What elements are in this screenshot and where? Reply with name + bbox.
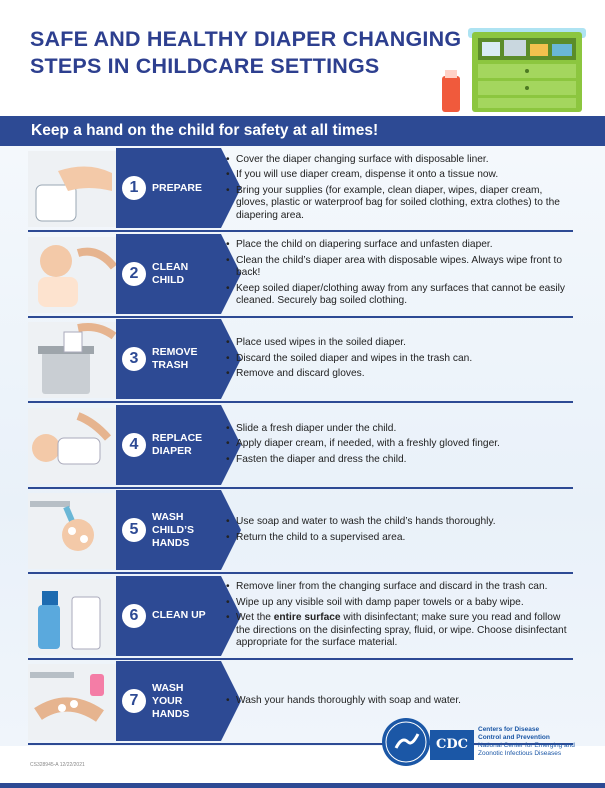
- instruction-item: • Bring your supplies (for example, clean diaper, wipes, diaper cream, gloves, plastic or waterproof bag for soiled clothing, extra clothes) to the diapering area.: [226, 185, 576, 223]
- changing-table-illustration: [438, 4, 590, 116]
- step-divider: [28, 487, 573, 489]
- step-row: [28, 148, 573, 228]
- instruction-item: • Clean the child’s diaper area with disposable wipes. Always wipe front to back!: [226, 255, 576, 280]
- document-code: CS328945-A 12/22/2021: [30, 762, 85, 768]
- step-divider: [28, 316, 573, 318]
- instruction-item: • Slide a fresh diaper under the child.: [226, 423, 576, 436]
- step-number: 1: [122, 176, 146, 200]
- adult-handwash-icon: [28, 664, 116, 740]
- step-instructions: [226, 319, 576, 399]
- instruction-item: • Wash your hands thoroughly with soap and water.: [226, 695, 576, 708]
- step-instructions: [226, 234, 576, 314]
- step-row: [28, 405, 573, 485]
- step-row: [28, 490, 573, 570]
- fresh-diaper-icon: [28, 408, 116, 484]
- step-instructions: [226, 490, 576, 570]
- step-chevron: [116, 319, 241, 399]
- step-number: 3: [122, 347, 146, 371]
- step-row: [28, 234, 573, 314]
- step-divider: [28, 572, 573, 574]
- step-instructions: [226, 148, 576, 228]
- step-chevron: [116, 576, 241, 656]
- step-instructions: [226, 576, 576, 656]
- instruction-item: • Discard the soiled diaper and wipes in the trash can.: [226, 353, 576, 366]
- step-label: PREPARE: [152, 181, 202, 194]
- step-number: 2: [122, 262, 146, 286]
- step-divider: [28, 658, 573, 660]
- cdc-logo: CDC: [430, 730, 474, 760]
- diaper-hand-icon: [28, 151, 116, 227]
- center-line-1: National Center for Emerging and: [478, 742, 575, 749]
- cdc-logo-block: [382, 718, 592, 770]
- step-number: 6: [122, 604, 146, 628]
- safety-banner: Keep a hand on the child for safety at all times!: [0, 116, 605, 146]
- step-label: WASH YOUR HANDS: [152, 681, 190, 720]
- instruction-text: with disinfectant; make sure you read and follow the directions on the disinfecting spray, fluid, or wipe. Choose disinfectant appropriate for the surface material.: [236, 612, 567, 649]
- instruction-item: [226, 612, 576, 650]
- instruction-item: • Fasten the diaper and dress the child.: [226, 454, 576, 467]
- step-chevron: [116, 405, 241, 485]
- instruction-item: • If you will use diaper cream, dispense it onto a tissue now.: [226, 169, 576, 182]
- instruction-item: • Apply diaper cream, if needed, with a freshly gloved finger.: [226, 438, 576, 451]
- step-divider: [28, 401, 573, 403]
- page-title: SAFE AND HEALTHY DIAPER CHANGING STEPS IN CHILDCARE SETTINGS: [30, 27, 462, 78]
- step-label: CLEAN UP: [152, 609, 206, 621]
- spray-bottle-icon: [28, 579, 116, 655]
- instruction-emphasis: entire surface: [273, 612, 341, 624]
- instruction-item: • Cover the diaper changing surface with disposable liner.: [226, 154, 576, 167]
- instruction-item: • Return the child to a supervised area.: [226, 532, 576, 545]
- instruction-item: • Place used wipes in the soiled diaper.: [226, 337, 576, 350]
- step-chevron: [116, 490, 241, 570]
- trash-can-icon: [28, 322, 116, 398]
- bottom-bar: [0, 783, 605, 788]
- instruction-item: • Keep soiled diaper/clothing away from any surfaces that cannot be easily cleaned. Securely bag soiled clothing.: [226, 283, 576, 308]
- step-label: REPLACE DIAPER: [152, 431, 203, 457]
- center-line-2: Zoonotic Infectious Diseases: [478, 750, 562, 757]
- step-number: 7: [122, 689, 146, 713]
- child-wipe-icon: [28, 237, 116, 313]
- step-chevron: [116, 661, 241, 741]
- agency-line-2: Control and Prevention: [478, 734, 550, 741]
- instruction-item: • Use soap and water to wash the child’s hands thoroughly.: [226, 516, 576, 529]
- agency-name: [478, 726, 598, 758]
- hhs-seal-icon: [382, 718, 430, 766]
- step-label: REMOVE TRASH: [152, 346, 198, 371]
- step-number: 5: [122, 518, 146, 542]
- step-row: [28, 576, 573, 656]
- agency-line-1: Centers for Disease: [478, 726, 540, 733]
- instruction-item: • Place the child on diapering surface and unfasten diaper.: [226, 239, 576, 252]
- instruction-item: • Remove liner from the changing surface and discard in the trash can.: [226, 581, 576, 594]
- step-number: 4: [122, 433, 146, 457]
- step-label: CLEAN CHILD: [152, 260, 189, 286]
- step-instructions: [226, 405, 576, 485]
- step-chevron: [116, 234, 241, 314]
- instruction-item: • Wipe up any visible soil with damp paper towels or a baby wipe.: [226, 597, 576, 610]
- instruction-text: Wet the: [236, 612, 274, 624]
- step-label: WASH CHILD’S HANDS: [152, 510, 194, 549]
- instruction-item: • Remove and discard gloves.: [226, 368, 576, 381]
- step-divider: [28, 230, 573, 232]
- step-row: [28, 319, 573, 399]
- child-handwash-icon: [28, 493, 116, 569]
- step-chevron: [116, 148, 241, 228]
